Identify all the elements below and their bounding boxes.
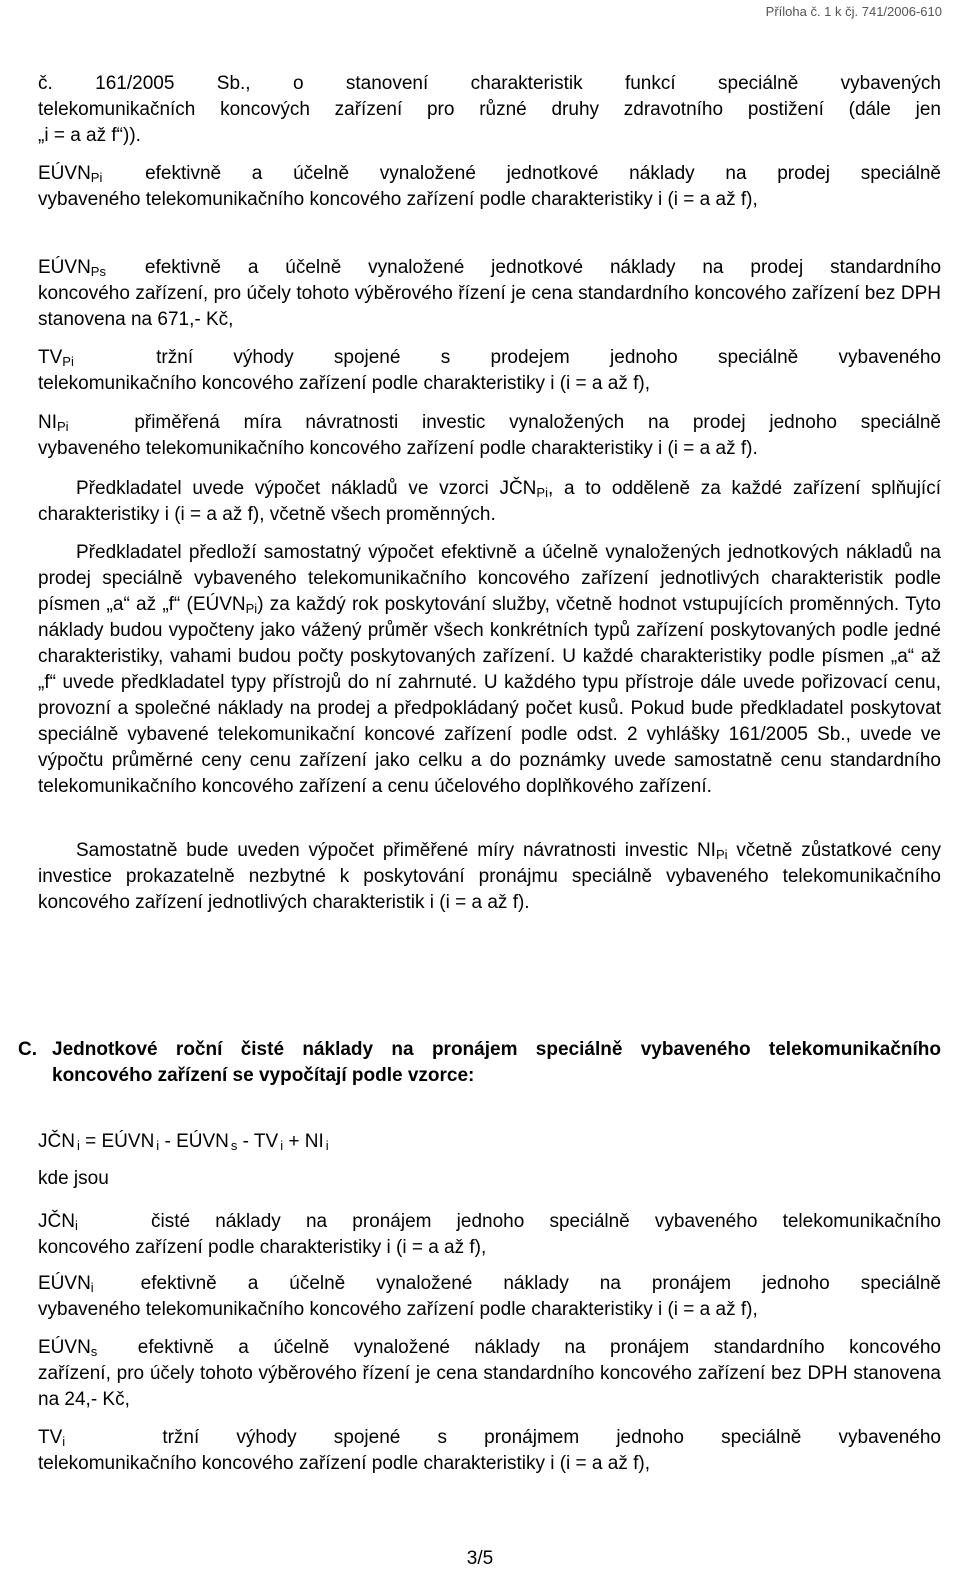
definition-euvn-ps bbox=[38, 255, 941, 333]
page-number: 3/5 bbox=[466, 1548, 494, 1569]
definition-continuation: vybaveného telekomunikačního koncového zařízení podle charakteristiky i (i = a až f). bbox=[38, 438, 758, 459]
paragraph-sub: Pi bbox=[715, 847, 728, 862]
intro-line-1: č. 161/2005 Sb., o stanovení charakteristik funkcí speciálně vybavených bbox=[38, 73, 941, 94]
formula-sub: i bbox=[325, 1138, 329, 1153]
definition-ni-pi bbox=[38, 410, 941, 462]
intro-line-3: „i = a až f“)). bbox=[38, 125, 141, 146]
paragraph-text: Předkladatel předloží samostatný výpočet efektivně a účelně vynaložených jednotkových nákladů na prodej speciálně vybaveného telekomunikačního koncového zařízení jednotlivých charakteristik podle písmen „a“ až „f“ (EÚVN bbox=[38, 542, 941, 615]
intro-paragraph bbox=[38, 71, 941, 149]
definition-text: efektivně a účelně vynaložené jednotkové náklady na prodej standardního bbox=[144, 257, 942, 278]
definition-euvn-i bbox=[38, 1271, 941, 1323]
definition-text: tržní výhody spojené s pronájmem jednoho speciálně vybaveného bbox=[162, 1427, 941, 1448]
definition-first-line bbox=[38, 345, 941, 371]
definition-continuation: vybaveného telekomunikačního koncového zařízení podle charakteristiky i (i = a až f), bbox=[38, 189, 758, 210]
paragraph-text: včetně zůstatkové ceny investice prokazatelně nezbytné k poskytování pronájmu speciálně vybaveného telekomunikačního koncového zařízení jednotlivých charakteristik i (i = a až f). bbox=[38, 840, 941, 913]
definition-term: JČN bbox=[38, 1211, 75, 1232]
formula-term: - TV bbox=[237, 1131, 279, 1152]
formula-term: - EÚVN bbox=[159, 1131, 229, 1152]
paragraph-calculation bbox=[38, 476, 941, 528]
definition-first-line bbox=[38, 1425, 941, 1451]
section-letter: C. bbox=[18, 1039, 37, 1060]
paragraph-text: ) za každý rok poskytování služby, včetně hodnot vstupujících proměnných. Tyto náklady budou vypočteny jako vážený průměr všech konkrétních typů zařízení poskytovaných podle jedné charakteristiky, vahami budou počty poskytovaných zařízení. U každé charakteristiky podle písmen „a“ až „f“ uvede předkladatel typy přístrojů do ní zahrnuté. U každého typu přístroje dále uvede pořizovací cenu, provozní a společné náklady na prodej a předpokládaný počet kusů. Pokud bude předkladatel poskytovat speciálně vybavené telekomunikační koncové zařízení podle odst. 2 vyhlášky 161/2005 Sb., uvede ve výpočtu průměrné ceny cenu zařízení jako celku a do poznámky uvede samostatně cenu standardního telekomunikačního koncového zařízení a cenu účelového doplňkového zařízení. bbox=[38, 594, 941, 797]
definition-first-line bbox=[38, 255, 941, 281]
definition-tv-i bbox=[38, 1425, 941, 1477]
section-title: Jednotkové roční čisté náklady na pronájem speciálně vybaveného telekomunikačního koncového zařízení se vypočítají podle vzorce: bbox=[52, 1039, 941, 1086]
definition-term: TV bbox=[38, 1427, 63, 1448]
definition-first-line bbox=[38, 161, 941, 187]
definition-term-sub: Pi bbox=[90, 170, 103, 185]
definition-term: EÚVN bbox=[38, 163, 91, 184]
formula bbox=[38, 1129, 329, 1155]
definition-term-sub: Ps bbox=[90, 264, 106, 279]
definition-term: TV bbox=[38, 347, 63, 368]
definition-text: čisté náklady na pronájem jednoho speciálně vybaveného telekomunikačního bbox=[151, 1211, 941, 1232]
definition-first-line bbox=[38, 410, 941, 436]
definition-euvn-pi bbox=[38, 161, 941, 213]
formula-sub: i bbox=[280, 1138, 284, 1153]
formula-term: = EÚVN bbox=[79, 1131, 155, 1152]
paragraph-text: Samostatně bude uveden výpočet přiměřené míry návratnosti investic NI bbox=[76, 840, 716, 861]
definition-continuation: koncového zařízení podle charakteristiky i (i = a až f), bbox=[38, 1237, 487, 1258]
definition-continuation: zařízení, pro účely tohoto výběrového řízení je cena standardního koncového zařízení bez DPH stanovena na 24,- Kč, bbox=[38, 1363, 941, 1410]
definition-term-sub: i bbox=[62, 1434, 66, 1449]
definition-first-line bbox=[38, 1335, 941, 1361]
definition-continuation: telekomunikačního koncového zařízení podle charakteristiky i (i = a až f), bbox=[38, 373, 650, 394]
definition-jcn-i bbox=[38, 1209, 941, 1261]
definition-term-sub: Pi bbox=[57, 419, 69, 434]
definition-continuation: koncového zařízení, pro účely tohoto výběrového řízení je cena standardního koncového zařízení bez DPH stanovena na 671,- Kč, bbox=[38, 283, 941, 330]
definition-term: EÚVN bbox=[38, 1337, 91, 1358]
definition-text: efektivně a účelně vynaložené jednotkové náklady na prodej speciálně bbox=[145, 163, 941, 184]
paragraph-text: Předkladatel uvede výpočet nákladů ve vzorci JČN bbox=[76, 478, 537, 499]
paragraph-sub: Pi bbox=[245, 601, 258, 616]
definition-continuation: vybaveného telekomunikačního koncového zařízení podle charakteristiky i (i = a až f), bbox=[38, 1299, 758, 1320]
definition-continuation: telekomunikačního koncového zařízení podle charakteristiky i (i = a až f), bbox=[38, 1453, 650, 1474]
paragraph-sub: Pi bbox=[536, 485, 548, 500]
definition-text: efektivně a účelně vynaložené náklady na pronájem jednoho speciálně bbox=[140, 1273, 941, 1294]
paragraph-return-on-investment bbox=[38, 838, 941, 916]
definition-first-line bbox=[38, 1271, 941, 1297]
paragraph-separate-calculation bbox=[38, 540, 941, 800]
definition-euvn-s bbox=[38, 1335, 941, 1413]
where-label: kde jsou bbox=[38, 1168, 109, 1189]
formula-term: JČN bbox=[38, 1131, 75, 1152]
definition-tv-pi bbox=[38, 345, 941, 397]
section-c-heading bbox=[18, 1037, 941, 1089]
definition-term-sub: Pi bbox=[62, 354, 74, 369]
definition-term: NI bbox=[38, 412, 57, 433]
definition-text: tržní výhody spojené s prodejem jednoho speciálně vybaveného bbox=[156, 347, 941, 368]
definition-term-sub: i bbox=[90, 1280, 94, 1295]
paragraph-text: , a to odděleně za každé zařízení splňující charakteristiky i (i = a až f), včetně všech proměnných. bbox=[38, 478, 941, 525]
intro-line-2: telekomunikačních koncových zařízení pro různé druhy zdravotního postižení (dále jen bbox=[38, 99, 941, 120]
formula-sub: s bbox=[230, 1138, 238, 1153]
definition-term-sub: s bbox=[90, 1344, 98, 1359]
annex-header: Příloha č. 1 k čj. 741/2006-610 bbox=[765, 4, 942, 19]
formula-sub: i bbox=[76, 1138, 80, 1153]
formula-sub: i bbox=[156, 1138, 160, 1153]
definition-term: EÚVN bbox=[38, 257, 91, 278]
definition-term-sub: i bbox=[74, 1218, 78, 1233]
definition-term: EÚVN bbox=[38, 1273, 91, 1294]
definition-text: přiměřená míra návratnosti investic vynaložených na prodej jednoho speciálně bbox=[134, 412, 941, 433]
definition-text: efektivně a účelně vynaložené náklady na pronájem standardního koncového bbox=[137, 1337, 942, 1358]
formula-term: + NI bbox=[283, 1131, 324, 1152]
definition-first-line bbox=[38, 1209, 941, 1235]
